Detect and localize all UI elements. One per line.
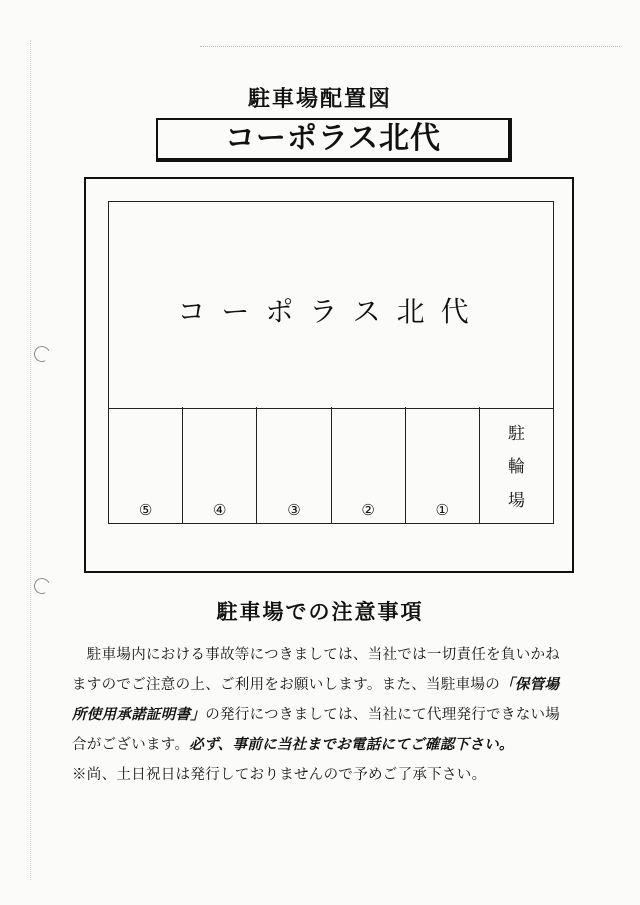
top-rule [200, 46, 620, 47]
parking-lot [109, 407, 183, 523]
certificate-name: 「保管場所使用承諾証明書」 [72, 677, 560, 723]
bicycle-parking-char: 場 [507, 490, 525, 511]
parking-lot [257, 407, 331, 523]
lot-number: ② [361, 501, 375, 519]
notice-paragraph [72, 640, 570, 760]
punch-hole-icon [32, 344, 53, 365]
punch-hole-icon [32, 576, 53, 597]
parking-lots [108, 407, 554, 524]
parking-lot [332, 407, 406, 523]
lot-number: ⑤ [138, 501, 153, 519]
notice-emphasis: 必ず、事前に当社までお電話にてご確認下さい。 [189, 737, 514, 753]
site-map [84, 177, 574, 573]
margin-line [30, 40, 31, 880]
lot-number: ④ [213, 501, 227, 519]
map-title: 駐車場配置図 [247, 87, 392, 112]
lot-number: ① [435, 501, 449, 519]
notice-body [72, 640, 570, 790]
lot-number: ③ [287, 501, 301, 519]
notice-text: 駐車場内における事故等につきましては、当社では一切責任を負いかねますのでご注意の上、ご利用をお願いします。また、当駐車場の [72, 647, 561, 693]
parking-lot [183, 407, 257, 523]
notice-footnote: ※尚、土日祝日は発行しておりませんので予めご了承下さい。 [72, 767, 487, 783]
bicycle-parking-char: 輪 [507, 457, 525, 478]
bicycle-parking [480, 407, 553, 523]
building-label: コーポラス北代 [156, 118, 512, 162]
parking-lot [406, 407, 480, 523]
building-outline [108, 201, 554, 409]
notice-title: 駐車場での注意事項 [216, 600, 424, 624]
notice-text: の発行につきましては、当社にて代理発行できない場合がございます。 [72, 707, 561, 753]
bicycle-parking-char: 駐 [507, 424, 525, 445]
building-name: コーポラス北代 [177, 295, 485, 328]
